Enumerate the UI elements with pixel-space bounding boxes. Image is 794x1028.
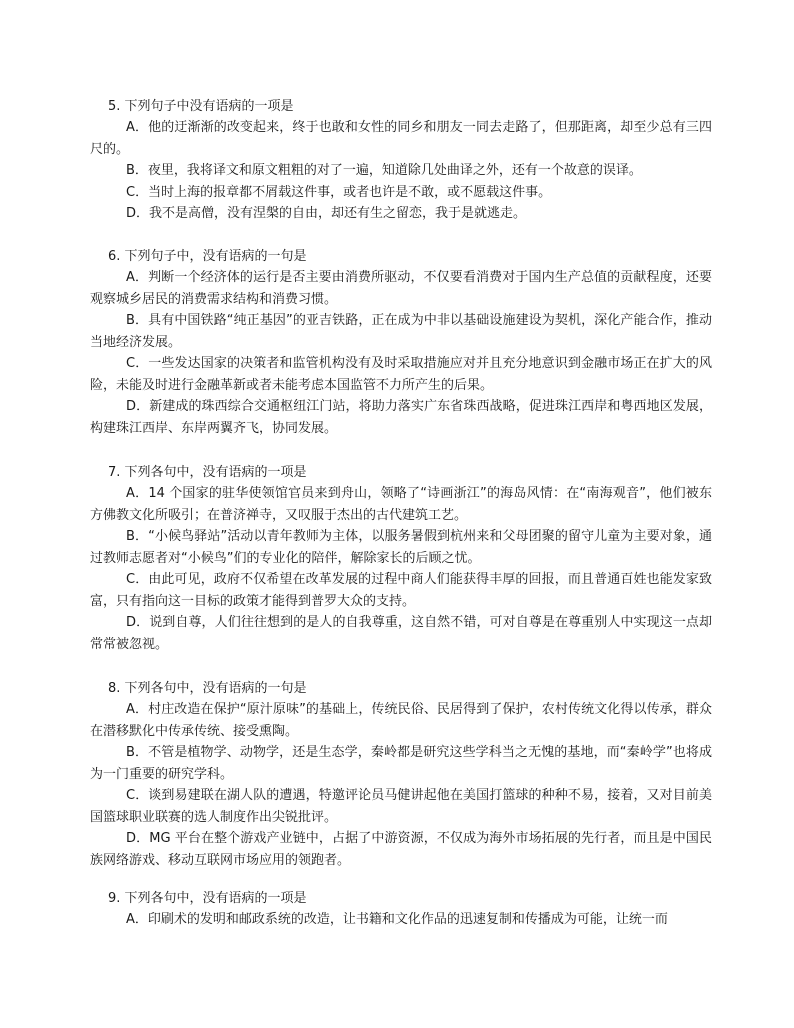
option-b: B．具有中国铁路“纯正基因”的亚吉铁路，正在成为中非以基础设施建设为契机，深化产能合作，推动当地经济发展。	[90, 313, 712, 350]
question-5	[90, 96, 712, 225]
question-title: 5. 下列句子中没有语病的一项是	[108, 99, 294, 114]
option-c: C．一些发达国家的决策者和监管机构没有及时采取措施应对并且充分地意识到金融市场正在扩大的风险，未能及时进行金融革新或者未能考虑本国监管不力所产生的后果。	[90, 356, 712, 393]
question-6	[90, 246, 712, 439]
option-d: D．说到自尊，人们往往想到的是人的自我尊重，这自然不错，可对自尊是在尊重别人中实现这一点却常常被忽视。	[90, 615, 712, 652]
question-title: 6. 下列句子中，没有语病的一句是	[108, 249, 307, 264]
option-c: C．谈到易建联在湖人队的遭遇，特邀评论员马健讲起他在美国打篮球的种种不易，接着，又对目前美国篮球职业联赛的选人制度作出尖锐批评。	[90, 788, 712, 825]
option-a: A．他的迂渐渐的改变起来，终于也敢和女性的同乡和朋友一同去走路了，但那距离，却至少总有三四尺的。	[90, 120, 712, 157]
option-b: B．不管是植物学、动物学，还是生态学，秦岭都是研究这些学科当之无愧的基地，而“秦岭学”也将成为一门重要的研究学科。	[90, 745, 712, 782]
option-a: A．14 个国家的驻华使领馆官员来到舟山，领略了“诗画浙江”的海岛风情：在“南海观音”，他们被东方佛教文化所吸引；在普济禅寺，又叹服于杰出的古代建筑工艺。	[90, 486, 712, 523]
question-8	[90, 678, 712, 871]
option-d: D．新建成的珠西综合交通枢纽江门站，将助力落实广东省珠西战略，促进珠江西岸和粤西地区发展，构建珠江西岸、东岸两翼齐飞，协同发展。	[90, 399, 712, 436]
question-title: 8. 下列各句中，没有语病的一句是	[108, 681, 307, 696]
question-9	[90, 888, 712, 931]
question-7	[90, 462, 712, 655]
option-b: B．“小候鸟驿站”活动以青年教师为主体，以服务暑假到杭州来和父母团聚的留守儿童为主要对象，通过教师志愿者对“小候鸟”们的专业化的陪伴，解除家长的后顾之忧。	[90, 529, 712, 566]
question-title: 9. 下列各句中，没有语病的一项是	[108, 891, 307, 906]
option-a: A．判断一个经济体的运行是否主要由消费所驱动，不仅要看消费对于国内生产总值的贡献程度，还要观察城乡居民的消费需求结构和消费习惯。	[90, 270, 712, 307]
option-d: D．我不是高僧，没有涅槃的自由，却还有生之留恋，我于是就逃走。	[126, 206, 527, 221]
question-title: 7. 下列各句中，没有语病的一项是	[108, 465, 307, 480]
option-b: B．夜里，我将译文和原文粗粗的对了一遍，知道除几处曲译之外，还有一个故意的误译。	[126, 163, 642, 178]
option-d: D．MG 平台在整个游戏产业链中，占据了中游资源，不仅成为海外市场拓展的先行者，而且是中国民族网络游戏、移动互联网市场应用的领跑者。	[90, 831, 712, 868]
option-a: A．印刷术的发明和邮政系统的改造，让书籍和文化作品的迅速复制和传播成为可能，让统一而	[126, 912, 668, 927]
option-c: C．当时上海的报章都不屑载这件事，或者也许是不敢，或不愿载这件事。	[126, 184, 552, 200]
option-a: A．村庄改造在保护“原汁原味”的基础上，传统民俗、民居得到了保护，农村传统文化得以传承，群众在潜移默化中传承传统、接受熏陶。	[90, 702, 712, 739]
option-c: C．由此可见，政府不仅希望在改革发展的过程中商人们能获得丰厚的回报，而且普通百姓也能发家致富，只有指向这一目标的政策才能得到普罗大众的支持。	[90, 572, 712, 609]
